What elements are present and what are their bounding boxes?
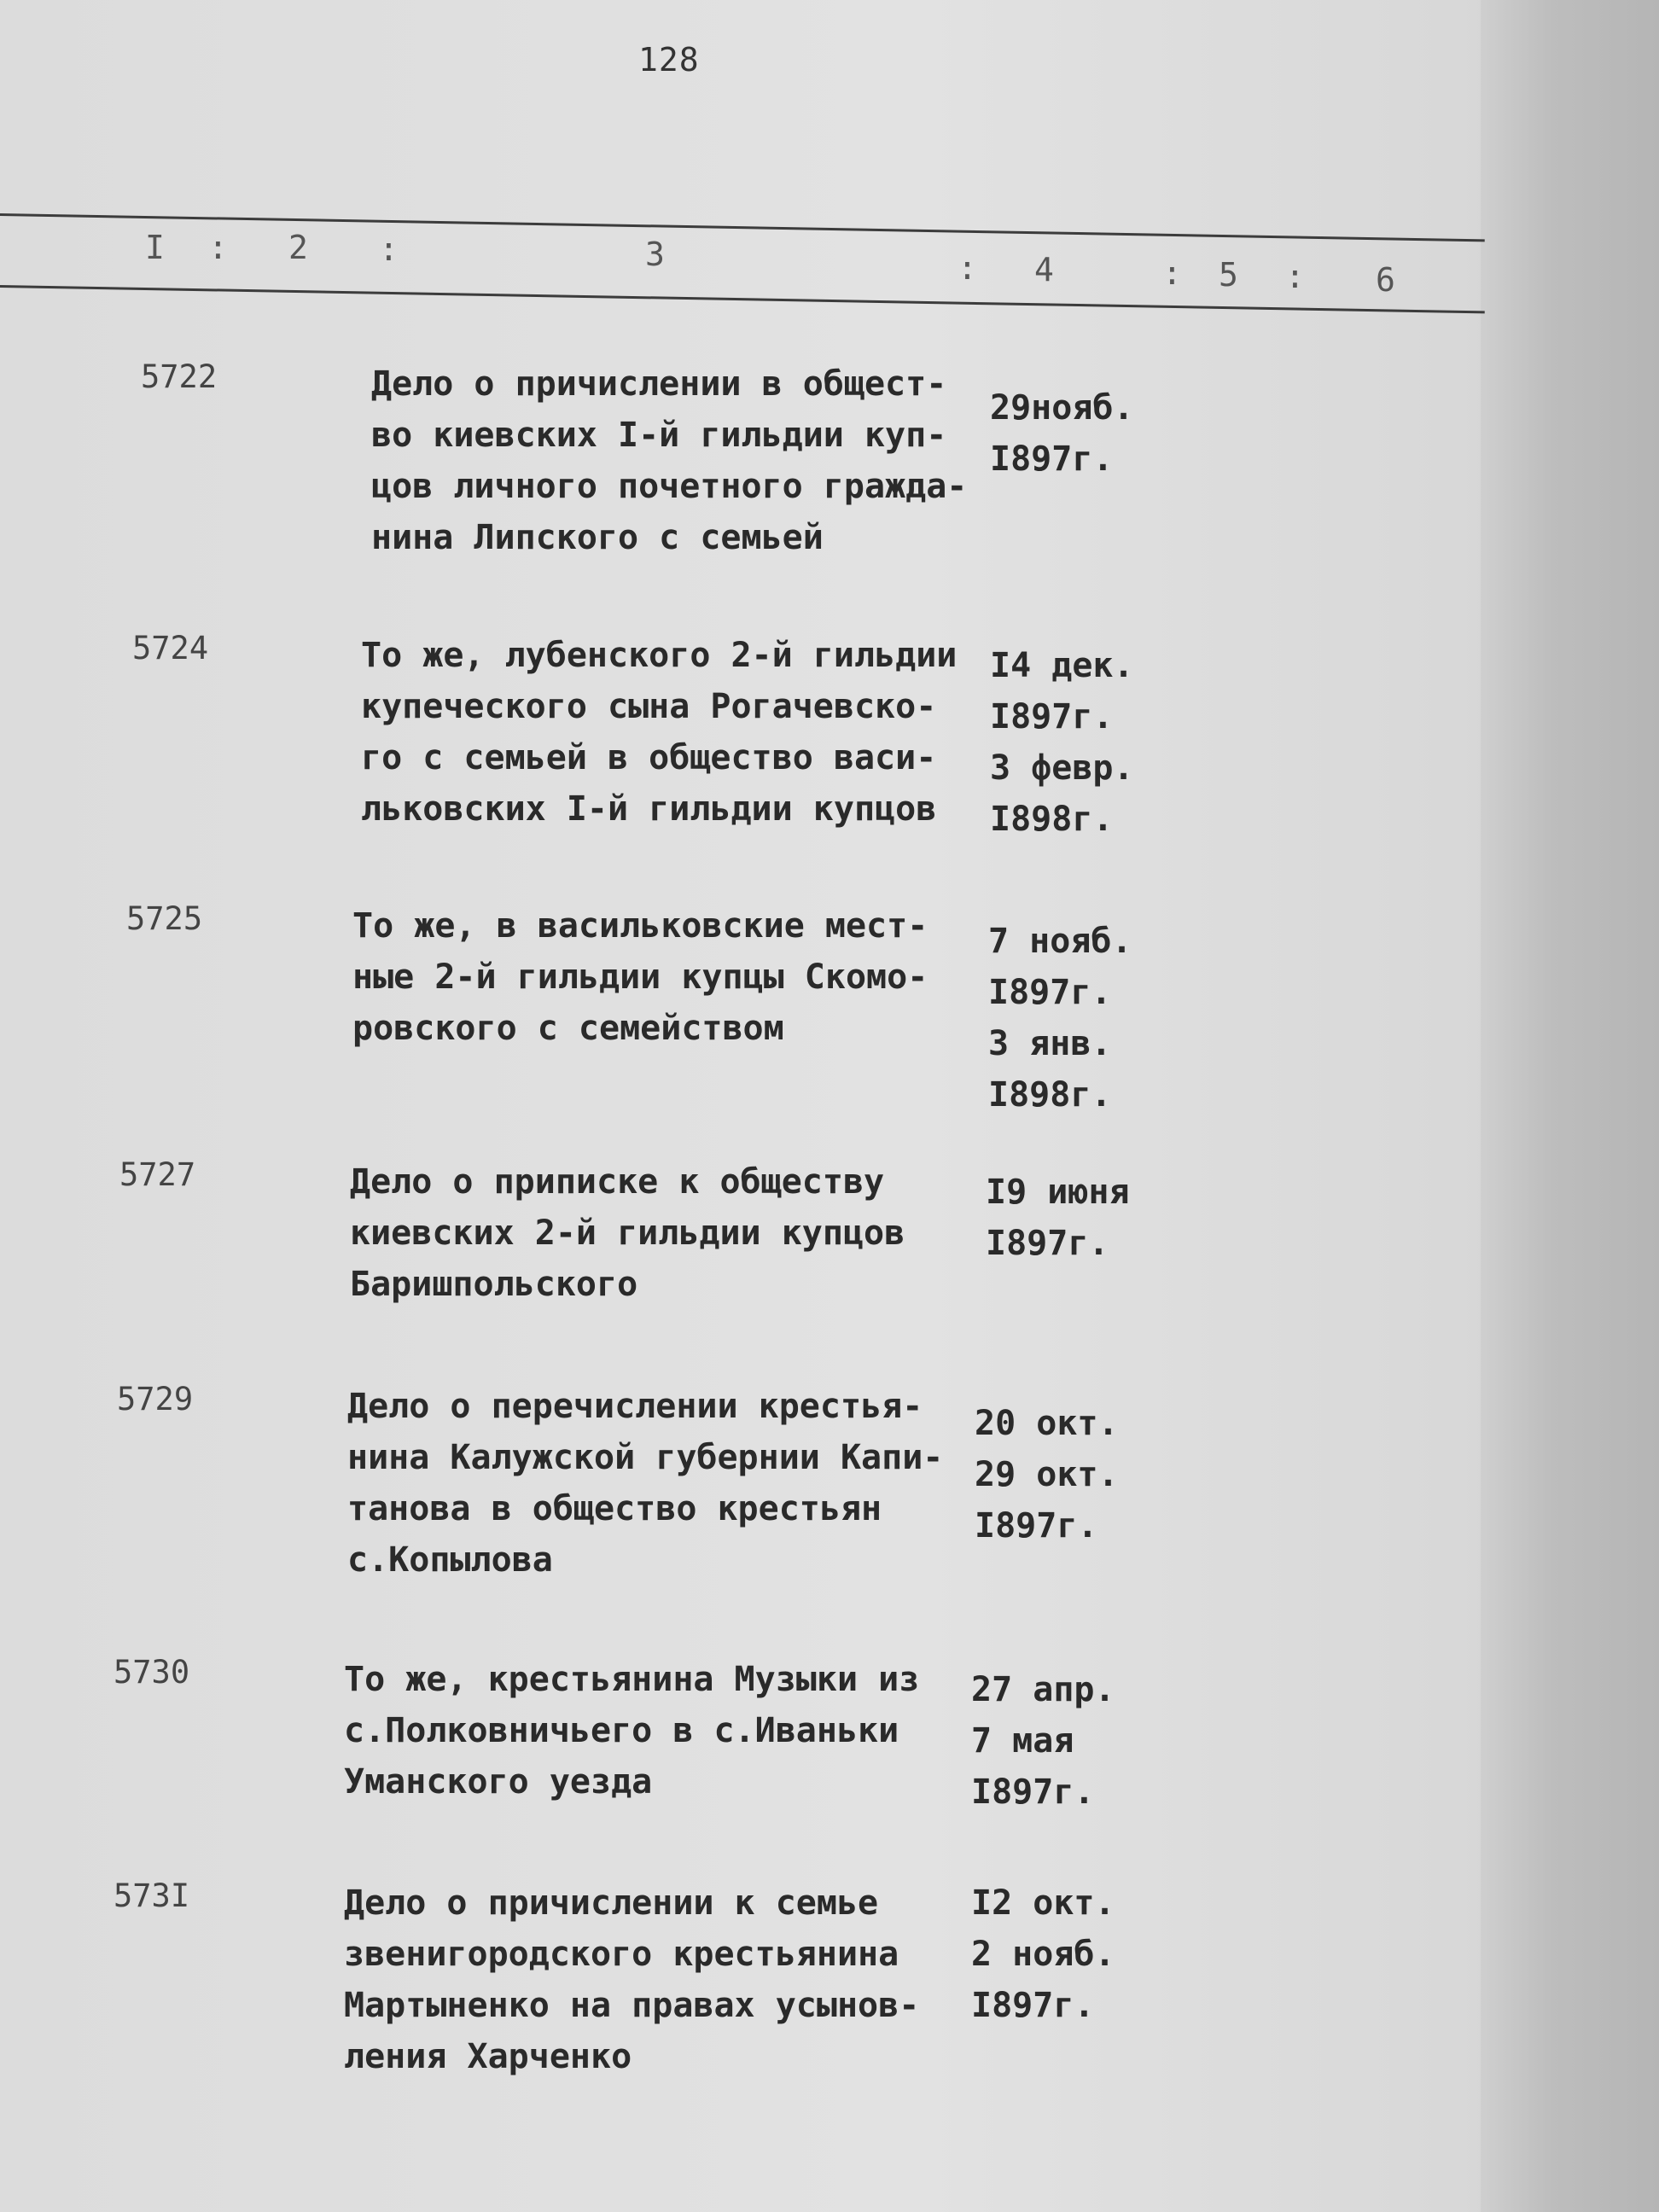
entry-dates <box>971 1877 1159 2031</box>
description-line: с.Полковничьего в с.Иваньки <box>344 1711 899 1750</box>
description-line: нина Липского с семьей <box>371 518 824 557</box>
description-line: То же, крестьянина Музыки из <box>344 1660 920 1699</box>
date-line: 29нояб. <box>990 388 1134 428</box>
column-header-sep: : <box>958 249 977 287</box>
entry-description <box>371 358 1003 563</box>
description-line: с.Копылова <box>347 1540 553 1580</box>
date-line: 7 мая <box>971 1721 1074 1761</box>
date-line: I897г. <box>988 973 1112 1012</box>
description-line: Дело о перечислении крестья- <box>347 1387 923 1426</box>
entry-number: 573I <box>114 1877 190 1914</box>
entry-description <box>350 1156 981 1310</box>
entry-description <box>361 630 992 835</box>
date-line: 3 янв. <box>988 1024 1112 1063</box>
entry-number: 5727 <box>119 1156 196 1193</box>
date-line: 3 февр. <box>990 748 1134 788</box>
description-line: льковских I-й гильдии купцов <box>361 789 937 829</box>
page-edge-shadow <box>1481 0 1659 2212</box>
description-line: Дело о причислении к семье <box>344 1883 879 1923</box>
description-line: звенигородского крестьянина <box>344 1935 899 1974</box>
entry-number: 5725 <box>126 900 203 937</box>
date-line: I2 окт. <box>971 1883 1115 1923</box>
column-header-sep: : <box>379 230 399 268</box>
date-line: I897г. <box>975 1506 1098 1545</box>
description-line: Дело о приписке к обществу <box>350 1162 885 1202</box>
column-header-5: 5 <box>1219 256 1238 294</box>
description-line: купеческого сына Рогачевско- <box>361 687 937 726</box>
date-line: I9 июня <box>986 1173 1130 1212</box>
entry-number: 5730 <box>114 1654 190 1691</box>
description-line: нина Калужской губернии Капи- <box>347 1438 944 1477</box>
entry-description <box>344 1654 975 1807</box>
column-header-2: 2 <box>288 229 308 266</box>
description-line: Уманского уезда <box>344 1762 653 1802</box>
entry-number: 5729 <box>117 1381 194 1417</box>
entry-dates <box>990 382 1178 485</box>
entry-number: 5722 <box>141 358 218 395</box>
entry-dates <box>975 1398 1162 1551</box>
date-line: 20 окт. <box>975 1404 1119 1443</box>
date-line: I897г. <box>971 1986 1095 2025</box>
date-line: I4 дек. <box>990 646 1134 685</box>
description-line: цов личного почетного гражда- <box>371 467 968 506</box>
column-header-4: 4 <box>1034 251 1054 288</box>
column-header-sep: : <box>1285 258 1305 295</box>
entry-dates <box>990 640 1178 845</box>
description-line: го с семьей в общество васи- <box>361 738 937 777</box>
description-line: ровского с семейством <box>352 1009 784 1048</box>
date-line: I898г. <box>990 800 1114 839</box>
entry-number: 5724 <box>132 630 209 667</box>
description-line: То же, в васильковские мест- <box>352 906 928 946</box>
entry-dates <box>988 916 1176 1121</box>
column-header-sep: : <box>208 229 228 266</box>
date-line: 29 окт. <box>975 1455 1119 1494</box>
entry-dates <box>971 1664 1159 1818</box>
description-line: Дело о причислении в общест- <box>371 364 947 404</box>
date-line: 2 нояб. <box>971 1935 1115 1974</box>
description-line: ления Харченко <box>344 2037 632 2076</box>
description-line: во киевских I-й гильдии куп- <box>371 416 947 455</box>
entry-description <box>352 900 984 1054</box>
date-line: I897г. <box>971 1773 1095 1812</box>
description-line: Мартыненко на правах усынов- <box>344 1986 920 2025</box>
date-line: 27 апр. <box>971 1670 1115 1709</box>
column-header-sep: : <box>1162 254 1182 292</box>
header-bottom-rule <box>0 285 1485 313</box>
description-line: Баришпольского <box>350 1265 638 1304</box>
description-line: танова в общество крестьян <box>347 1489 882 1528</box>
description-line: То же, лубенского 2-й гильдии <box>361 636 958 675</box>
date-line: I897г. <box>990 697 1114 736</box>
date-line: I897г. <box>990 439 1114 479</box>
entry-dates <box>986 1167 1173 1269</box>
entry-description <box>347 1381 979 1586</box>
entry-description <box>344 1877 975 2082</box>
column-header-3: 3 <box>645 236 665 273</box>
date-line: 7 нояб. <box>988 922 1132 961</box>
description-line: ные 2-й гильдии купцы Скомо- <box>352 958 928 997</box>
date-line: I898г. <box>988 1075 1112 1115</box>
page-number: 128 <box>638 41 700 79</box>
date-line: I897г. <box>986 1224 1109 1263</box>
column-header-6: 6 <box>1376 261 1395 299</box>
description-line: киевских 2-й гильдии купцов <box>350 1214 905 1253</box>
column-header-1: I <box>145 229 165 266</box>
